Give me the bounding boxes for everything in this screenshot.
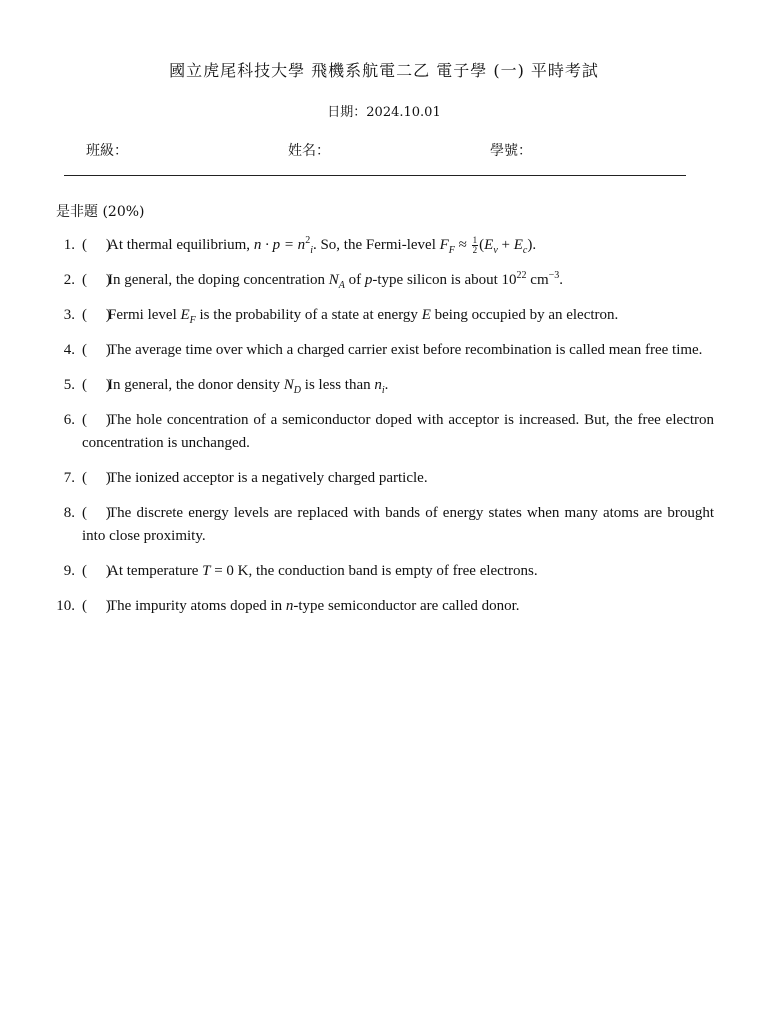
question-item-7: 7. ( )The ionized acceptor is a negatively charged particle.	[48, 467, 714, 490]
header-divider	[64, 175, 686, 176]
answer-blank: ( )	[82, 307, 111, 323]
fraction: $\frac{1}{2}$	[472, 235, 478, 256]
question-item-3: 3. ( )Fermi level $E_F$ is the probability of a state at energy E being occupied by an electron.	[48, 304, 714, 327]
question-item-5: 5. ( )In general, the donor density $N_D$ is less than $n_i$.	[48, 374, 714, 397]
question-list	[48, 234, 714, 630]
question-item-1: 1. ( )At thermal equilibrium, $n \cdot p = n^2_i$. So, the Fermi-level $F_F$ ≈ $\frac{1}{2}$ $(E_v + E_c)$.	[48, 234, 714, 257]
question-item-6: 6. ( )The hole concentration of a semiconductor doped with acceptor is increased. But, the free electron concentration is unchanged.	[48, 409, 714, 455]
question-number: 8.	[63, 505, 75, 521]
question-item-10: 10. ( )The impurity atoms doped in n-type semiconductor are called donor.	[48, 595, 714, 618]
answer-blank: ( )	[82, 598, 111, 614]
student-id-label: 學號：	[490, 143, 532, 159]
answer-blank: ( )	[82, 470, 111, 486]
answer-blank: ( )	[82, 342, 111, 358]
question-number: 7.	[63, 470, 75, 486]
question-number: 1.	[63, 237, 75, 253]
question-number: 2.	[63, 272, 75, 288]
page-title: 國立虎尾科技大學 飛機系航電二乙 電子學 (一) 平時考試	[169, 61, 599, 80]
question-number: 9.	[63, 563, 75, 579]
answer-blank: ( )	[82, 272, 111, 288]
question-number: 4.	[63, 342, 75, 358]
exam-date: 日期：2024.10.01	[327, 105, 441, 120]
answer-blank: ( )	[82, 412, 111, 428]
question-number: 6.	[63, 412, 75, 428]
answer-blank: ( )	[82, 505, 111, 521]
question-item-8: 8. ( )The discrete energy levels are replaced with bands of energy states when many atoms are brought into close proximity.	[48, 502, 714, 548]
answer-blank: ( )	[82, 563, 111, 579]
question-number: 5.	[63, 377, 75, 393]
question-number: 10.	[56, 598, 75, 614]
question-number: 3.	[63, 307, 75, 323]
section-heading: 是非題 (20%)	[56, 204, 145, 220]
answer-blank: ( )	[82, 377, 111, 393]
answer-blank: ( )	[82, 237, 111, 253]
class-label: 班級：	[86, 143, 128, 159]
name-label: 姓名：	[288, 143, 330, 159]
question-item-2: 2. ( )In general, the doping concentration $N_A$ of p-type silicon is about $10^{22}$ $cm^{-3}$.	[48, 269, 714, 292]
question-item-9: 9. ( )At temperature T = 0 K, the conduction band is empty of free electrons.	[48, 560, 714, 583]
question-item-4: 4. ( )The average time over which a charged carrier exist before recombination is called mean free time.	[48, 339, 714, 362]
